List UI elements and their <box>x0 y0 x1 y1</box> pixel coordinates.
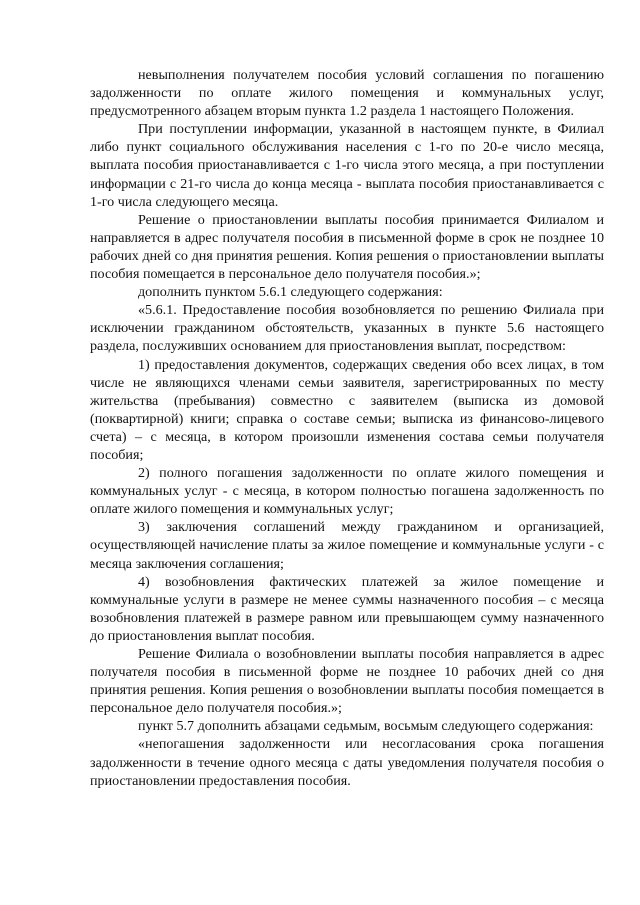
document-page <box>90 66 604 790</box>
paragraph-suspension-condition: невыполнения получателем пособия условий соглашения по погашению задолженности по оплате жилого помещения и коммунальных услуг, предусмотренного абзацем вторым пункта 1.2 раздела 1 настоящего Положения. <box>90 67 604 120</box>
list-item-4: 4) возобновления фактических платежей за жилое помещение и коммунальные услуги в размере не менее суммы назначенного пособия – с месяца возобновления платежей в размере равном или превышающем сумму назначенного до приостановления выплат пособия. <box>90 573 604 644</box>
list-item-2: 2) полного погашения задолженности по оплате жилого помещения и коммунальных услуг - с месяца, в котором полностью погашена задолженность по оплате жилого помещения и коммунальных услуг; <box>90 465 604 518</box>
paragraph-point-5-6-1: «5.6.1. Предоставление пособия возобновляется по решению Филиала при исключении гражданином обстоятельств, указанных в пункте 5.6 настоящего раздела, послуживших основанием для приостановления выплат, посредством: <box>90 302 604 355</box>
paragraph-point-5-7: пункт 5.7 дополнить абзацами седьмым, восьмым следующего содержания: <box>138 718 594 735</box>
paragraph-add-point-5-6-1: дополнить пунктом 5.6.1 следующего содержания: <box>138 284 443 301</box>
list-item-1: 1) предоставления документов, содержащих сведения обо всех лицах, в том числе не являющихся членами семьи заявителя, зарегистрированных по месту жительства (пребывания) совместно с заявителем (выписка из домовой (поквартирной) книги; справка о составе семьи; выписка из финансово-лицевого счета) – с месяца, в котором произошли изменения состава семьи получателя пособия; <box>90 356 604 463</box>
list-item-3: 3) заключения соглашений между гражданином и организацией, осуществляющей начисление платы за жилое помещение и коммунальные услуги - с месяца заключения соглашения; <box>90 519 604 572</box>
paragraph-suspension-timing: При поступлении информации, указанной в настоящем пункте, в Филиал либо пункт социального обслуживания населения с 1-го по 20-е число месяца, выплата пособия приостанавливается с 1-го числа этого месяца, а при поступлении информации с 21-го числа до конца месяца - выплата пособия приостанавливается с 1-го числа следующего месяца. <box>90 121 604 210</box>
paragraph-non-repayment: «непогашения задолженности или несогласования срока погашения задолженности в течение одного месяца с даты уведомления получателя пособия о приостановлении предоставления пособия. <box>90 736 604 789</box>
paragraph-suspension-decision: Решение о приостановлении выплаты пособия принимается Филиалом и направляется в адрес получателя пособия в письменной форме в срок не позднее 10 рабочих дней со дня принятия решения. Копия решения о приостановлении выплаты пособия помещается в персональное дело получателя пособия.»; <box>90 211 604 283</box>
paragraph-resumption-decision: Решение Филиала о возобновлении выплаты пособия направляется в адрес получателя пособия в письменной форме не позднее 10 рабочих дней со дня принятия решения. Копия решения о возобновлении выплаты пособия помещается в персональное дело получателя пособия.»; <box>90 646 604 717</box>
